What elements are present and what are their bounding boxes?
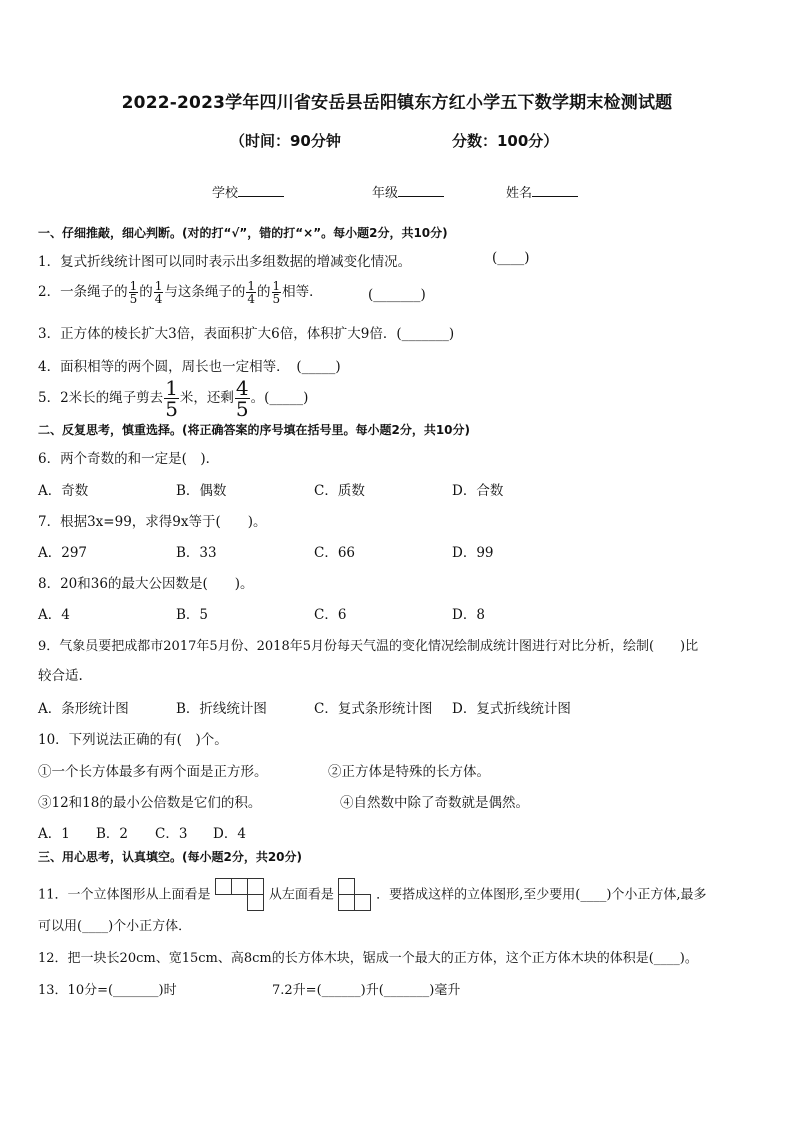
q7-option-c[interactable]: C．66 <box>314 545 356 561</box>
fraction-1-5-large: $\frac{1}{5}$ <box>165 376 178 421</box>
q7-option-d[interactable]: D．99 <box>452 545 494 561</box>
exam-time: （时间：90分钟 <box>230 132 341 150</box>
question-11-line2: 可以用(____)个小正方体． <box>38 919 192 934</box>
q10-option-b[interactable]: B．2 <box>96 826 129 842</box>
question-5-text-b: 米，还剩 <box>179 390 234 406</box>
section1-heading: 一、仔细推敲，细心判断。(对的打“√”，错的打“×”。每小题2分，共10分) <box>38 226 448 240</box>
section3-heading: 三、用心思考，认真填空。(每小题2分，共20分) <box>38 850 303 864</box>
name-blank[interactable] <box>532 184 578 197</box>
name-label: 姓名 <box>506 186 533 201</box>
question-11-text-b: 从左面看是 <box>268 887 334 903</box>
question-4: 4．面积相等的两个圆，周长也一定相等． (_____) <box>38 359 341 375</box>
q6-option-b[interactable]: B．偶数 <box>176 483 227 499</box>
school-field[interactable] <box>212 182 284 201</box>
question-8: 8．20和36的最大公因数是( )。 <box>38 576 254 592</box>
question-11 <box>38 878 707 912</box>
q7-option-b[interactable]: B．33 <box>176 545 217 561</box>
q9-option-c[interactable]: C．复式条形统计图 <box>314 701 433 717</box>
grade-blank[interactable] <box>398 184 444 197</box>
left-view-figure <box>338 878 372 912</box>
question-10: 10．下列说法正确的有( )个。 <box>38 732 228 748</box>
question-13-part-b: 7.2升=(______)升(_______)毫升 <box>272 983 461 998</box>
question-5-text-c: 。(_____) <box>250 390 309 406</box>
q6-option-c[interactable]: C．质数 <box>314 483 365 499</box>
fraction-1-4: $\frac{1}{4}$ <box>154 279 163 306</box>
question-13-part-a: 13．10分=(_______)时 <box>38 983 177 998</box>
top-view-figure <box>215 878 265 912</box>
exam-score: 分数：100分） <box>452 132 559 150</box>
fraction-1-4b: $\frac{1}{4}$ <box>247 279 256 306</box>
q9-option-d[interactable]: D．复式折线统计图 <box>452 701 571 717</box>
section2-heading: 二、反复思考，慎重选择。(将正确答案的序号填在括号里。每小题2分，共10分) <box>38 423 471 437</box>
q7-option-a[interactable]: A．297 <box>38 545 88 561</box>
question-6: 6．两个奇数的和一定是( )． <box>38 451 220 467</box>
question-5-text-a: 5．2米长的绳子剪去 <box>38 390 164 406</box>
question-2-text-e: 相等． <box>282 284 323 300</box>
q10-statement-3: ③12和18的最小公倍数是它们的积。 <box>38 795 262 811</box>
question-11-text-c: ．要搭成这样的立体图形,至少要用(____)个小正方体,最多 <box>376 887 707 903</box>
q9-option-a[interactable]: A．条形统计图 <box>38 701 129 717</box>
question-1-blank[interactable]: (____) <box>492 250 530 266</box>
question-9-line2: 较合适. <box>38 668 83 684</box>
question-2-text-c: 与这条绳子的 <box>164 284 246 300</box>
q10-statement-1: ①一个长方体最多有两个面是正方形。 <box>38 764 268 780</box>
q10-option-a[interactable]: A．1 <box>38 826 70 842</box>
question-2 <box>38 280 323 305</box>
question-3: 3．正方体的棱长扩大3倍，表面积扩大6倍，体积扩大9倍．(_______) <box>38 326 455 342</box>
q10-statement-2: ②正方体是特殊的长方体。 <box>328 764 490 780</box>
grade-field[interactable] <box>372 182 444 201</box>
question-2-text-d: 的 <box>257 284 271 300</box>
question-9-line1: 9．气象员要把成都市2017年5月份、2018年5月份每天气温的变化情况绘制成统计图进行对比分析，绘制( )比 <box>38 639 699 654</box>
school-label: 学校 <box>212 186 239 201</box>
question-7: 7．根据3x=99，求得9x等于( )。 <box>38 514 267 530</box>
question-12: 12．把一块长20cm、宽15cm、高8cm的长方体木块，锯成一个最大的正方体，这个正方体木块的体积是(____)。 <box>38 951 698 966</box>
q10-option-c[interactable]: C．3 <box>155 826 188 842</box>
q8-option-b[interactable]: B．5 <box>176 607 209 623</box>
q8-option-a[interactable]: A．4 <box>38 607 70 623</box>
q8-option-d[interactable]: D．8 <box>452 607 485 623</box>
question-2-text-a: 2．一条绳子的 <box>38 284 128 300</box>
question-1 <box>38 250 411 270</box>
question-11-text-a: 11．一个立体图形从上面看是 <box>38 887 211 903</box>
q9-option-b[interactable]: B．折线统计图 <box>176 701 267 717</box>
fraction-4-5-large: $\frac{4}{5}$ <box>235 376 249 421</box>
grade-label: 年级 <box>372 186 399 201</box>
school-blank[interactable] <box>238 184 284 197</box>
q6-option-d[interactable]: D．合数 <box>452 483 504 499</box>
question-1-text: 1．复式折线统计图可以同时表示出多组数据的增减变化情况。 <box>38 254 412 270</box>
question-5 <box>38 378 308 419</box>
q8-option-c[interactable]: C．6 <box>314 607 347 623</box>
name-field[interactable] <box>506 182 578 201</box>
q10-statement-4: ④自然数中除了奇数就是偶然。 <box>340 795 529 811</box>
question-2-text-b: 的 <box>139 284 153 300</box>
page-title: 2022-2023学年四川省安岳县岳阳镇东方红小学五下数学期末检测试题 <box>121 93 673 113</box>
question-2-blank[interactable]: (_______) <box>368 287 426 303</box>
q6-option-a[interactable]: A．奇数 <box>38 483 89 499</box>
fraction-1-5b: $\frac{1}{5}$ <box>272 279 281 306</box>
q10-option-d[interactable]: D．4 <box>213 826 246 842</box>
fraction-1-5: $\frac{1}{5}$ <box>129 279 138 306</box>
